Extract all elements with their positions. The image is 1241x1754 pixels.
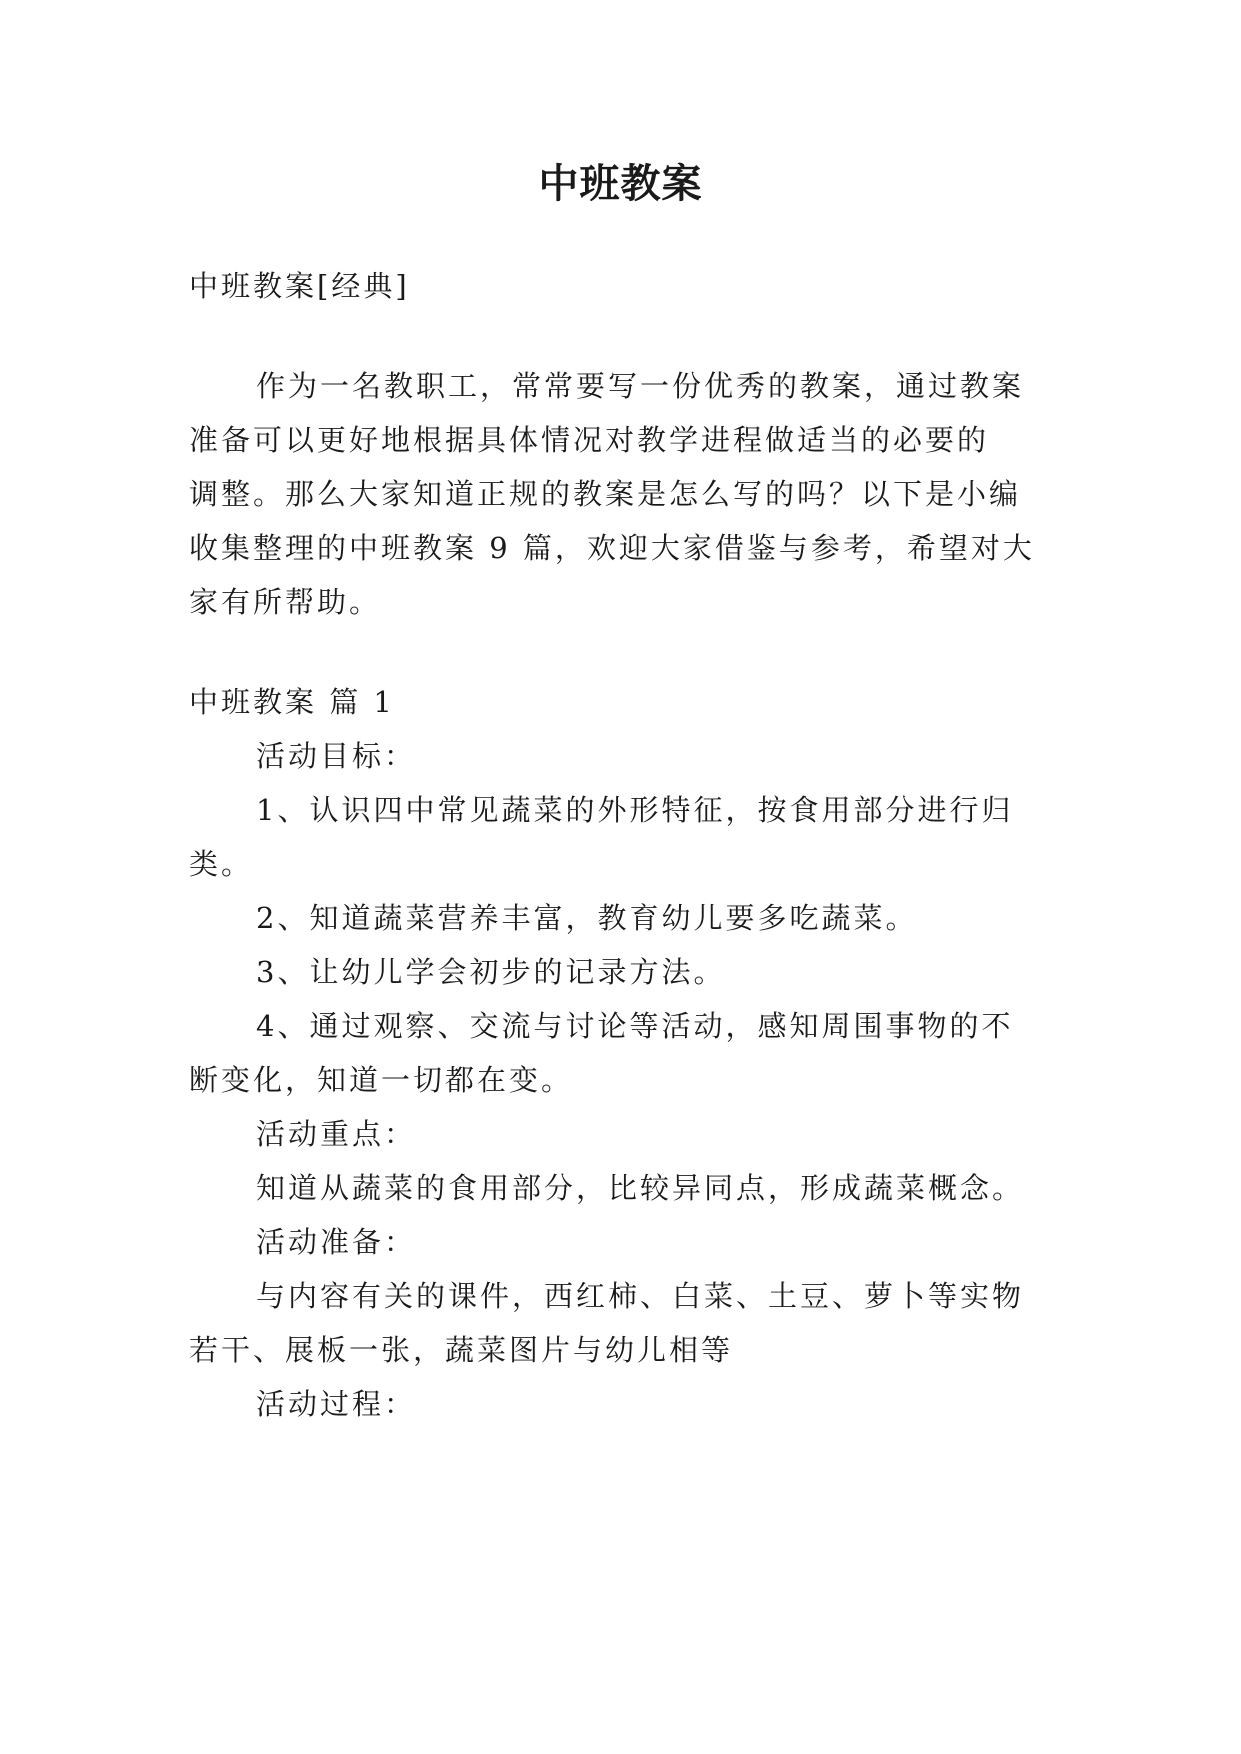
intro-line-5: 家有所帮助。 bbox=[189, 585, 382, 619]
body-line-13: 活动过程： bbox=[256, 1387, 417, 1421]
body-line-1: 活动目标： bbox=[256, 739, 417, 773]
body-line-6: 4、通过观察、交流与讨论等活动，感知周围事物的不 bbox=[256, 1009, 1014, 1043]
body-line-8: 活动重点： bbox=[256, 1117, 417, 1151]
body-line-9: 知道从蔬菜的食用部分，比较异同点，形成蔬菜概念。 bbox=[256, 1171, 1025, 1205]
section-heading: 中班教案 篇 1 bbox=[189, 685, 395, 719]
document-subtitle: 中班教案[经典] bbox=[189, 269, 410, 303]
body-line-2: 1、认识四中常见蔬菜的外形特征，按食用部分进行归 bbox=[256, 793, 1014, 827]
body-line-3: 类。 bbox=[189, 847, 254, 881]
body-line-11: 与内容有关的课件，西红柿、白菜、土豆、萝卜等实物 bbox=[256, 1279, 1025, 1313]
document-title: 中班教案 bbox=[538, 161, 703, 207]
intro-line-2: 准备可以更好地根据具体情况对教学进程做适当的必要的 bbox=[189, 423, 990, 457]
intro-line-1: 作为一名教职工，常常要写一份优秀的教案，通过教案 bbox=[256, 369, 1025, 403]
body-line-7: 断变化，知道一切都在变。 bbox=[189, 1063, 574, 1097]
body-line-10: 活动准备： bbox=[256, 1225, 417, 1259]
intro-line-4: 收集整理的中班教案 9 篇，欢迎大家借鉴与参考，希望对大 bbox=[189, 531, 1035, 565]
body-line-4: 2、知道蔬菜营养丰富，教育幼儿要多吃蔬菜。 bbox=[256, 901, 918, 935]
body-line-12: 若干、展板一张，蔬菜图片与幼儿相等 bbox=[189, 1333, 734, 1367]
body-line-5: 3、让幼儿学会初步的记录方法。 bbox=[256, 955, 726, 989]
intro-line-3: 调整。那么大家知道正规的教案是怎么写的吗？以下是小编 bbox=[189, 477, 1022, 511]
